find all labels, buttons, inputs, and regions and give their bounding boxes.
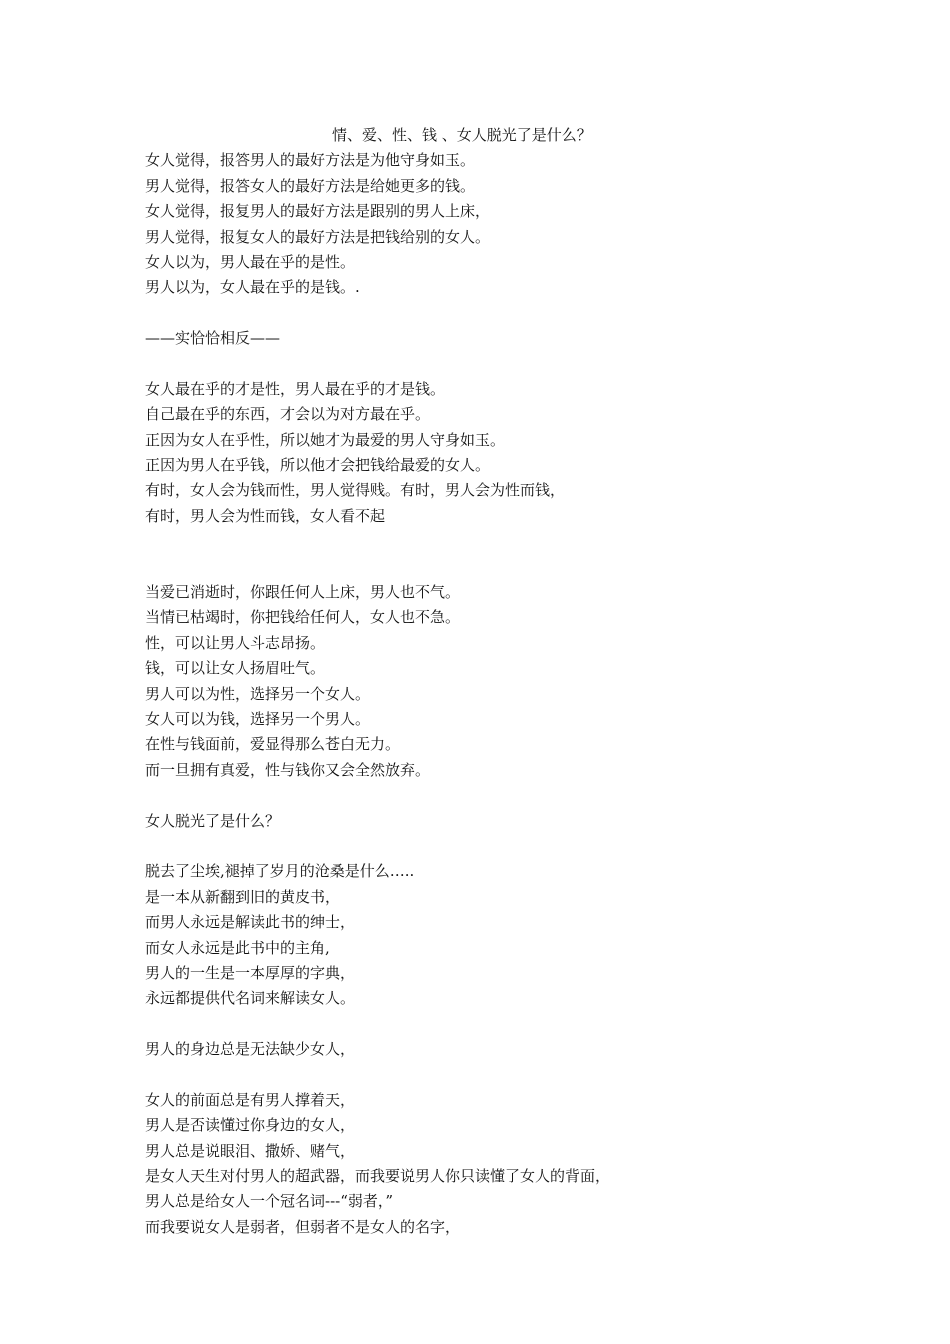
text-line: 而女人永远是此书中的主角,: [145, 938, 330, 957]
blank-line: [145, 1062, 865, 1087]
text-line: 女人觉得，报答男人的最好方法是为他守身如玉。: [145, 151, 476, 170]
text-line: 有时，女人会为钱而性，男人觉得贱。有时，男人会为性而钱，: [145, 481, 566, 500]
text-line: 男人的一生是一本厚厚的字典，: [145, 963, 356, 982]
text-line: 男人觉得，报复女人的最好方法是把钱给别的女人。: [145, 227, 491, 246]
text-line: 男人可以为性，选择另一个女人。: [145, 684, 371, 703]
text-line: 是一本从新翻到旧的黄皮书，: [145, 887, 341, 906]
text-line: 男人以为，女人最在乎的是钱。.: [145, 278, 360, 297]
blank-line: [145, 352, 865, 377]
text-line: 自己最在乎的东西，才会以为对方最在乎。: [145, 405, 431, 424]
blank-line: [145, 529, 865, 554]
text-line: 而一旦拥有真爱，性与钱你又会全然放弃。: [145, 760, 431, 779]
text-line: 钱，可以让女人扬眉吐气。: [145, 659, 326, 678]
text-line: 而男人永远是解读此书的绅士，: [145, 913, 356, 932]
text-line: 脱去了尘埃,褪掉了岁月的沧桑是什么…..: [145, 862, 415, 881]
document-body: [145, 123, 865, 1240]
text-line: 性，可以让男人斗志昂扬。: [145, 633, 326, 652]
text-line: 有时，男人会为性而钱，女人看不起: [145, 506, 386, 525]
text-line: 当情已枯竭时，你把钱给任何人，女人也不急。: [145, 608, 461, 627]
text-line: 女人脱光了是什么？: [145, 811, 281, 830]
blank-line: [145, 1012, 865, 1037]
text-line: 永远都提供代名词来解读女人。: [145, 989, 356, 1008]
text-line: 女人以为，男人最在乎的是性。: [145, 252, 356, 271]
text-line: 男人总是给女人一个冠名词---“弱者，”: [145, 1192, 394, 1211]
text-line: 当爱已消逝时，你跟任何人上床，男人也不气。: [145, 583, 461, 602]
text-line: 男人觉得，报答女人的最好方法是给她更多的钱。: [145, 176, 476, 195]
blank-line: [145, 834, 865, 859]
text-line: 是女人天生对付男人的超武器，而我要说男人你只读懂了女人的背面，: [145, 1167, 611, 1186]
blank-line: [145, 783, 865, 808]
text-line: 正因为男人在乎钱，所以他才会把钱给最爱的女人。: [145, 456, 491, 475]
document-title: 情、爱、性、钱 、女人脱光了是什么？: [332, 126, 592, 144]
text-line: 男人的身边总是无法缺少女人，: [145, 1040, 356, 1059]
blank-line: [145, 555, 865, 580]
text-line: 男人总是说眼泪、撒娇、赌气，: [145, 1141, 356, 1160]
blank-line: [145, 301, 865, 326]
text-line: ——实恰恰相反——: [145, 329, 281, 348]
text-line: 女人可以为钱，选择另一个男人。: [145, 709, 371, 728]
document-text: [145, 148, 865, 1240]
text-line: 女人最在乎的才是性，男人最在乎的才是钱。: [145, 379, 446, 398]
text-line: 在性与钱面前，爱显得那么苍白无力。: [145, 735, 401, 754]
text-line: 而我要说女人是弱者，但弱者不是女人的名字，: [145, 1217, 461, 1236]
text-line: 男人是否读懂过你身边的女人，: [145, 1116, 356, 1135]
text-line: 女人觉得，报复男人的最好方法是跟别的男人上床，: [145, 202, 491, 221]
text-line: 正因为女人在乎性，所以她才为最爱的男人守身如玉。: [145, 430, 506, 449]
text-line: 女人的前面总是有男人撑着天，: [145, 1090, 356, 1109]
